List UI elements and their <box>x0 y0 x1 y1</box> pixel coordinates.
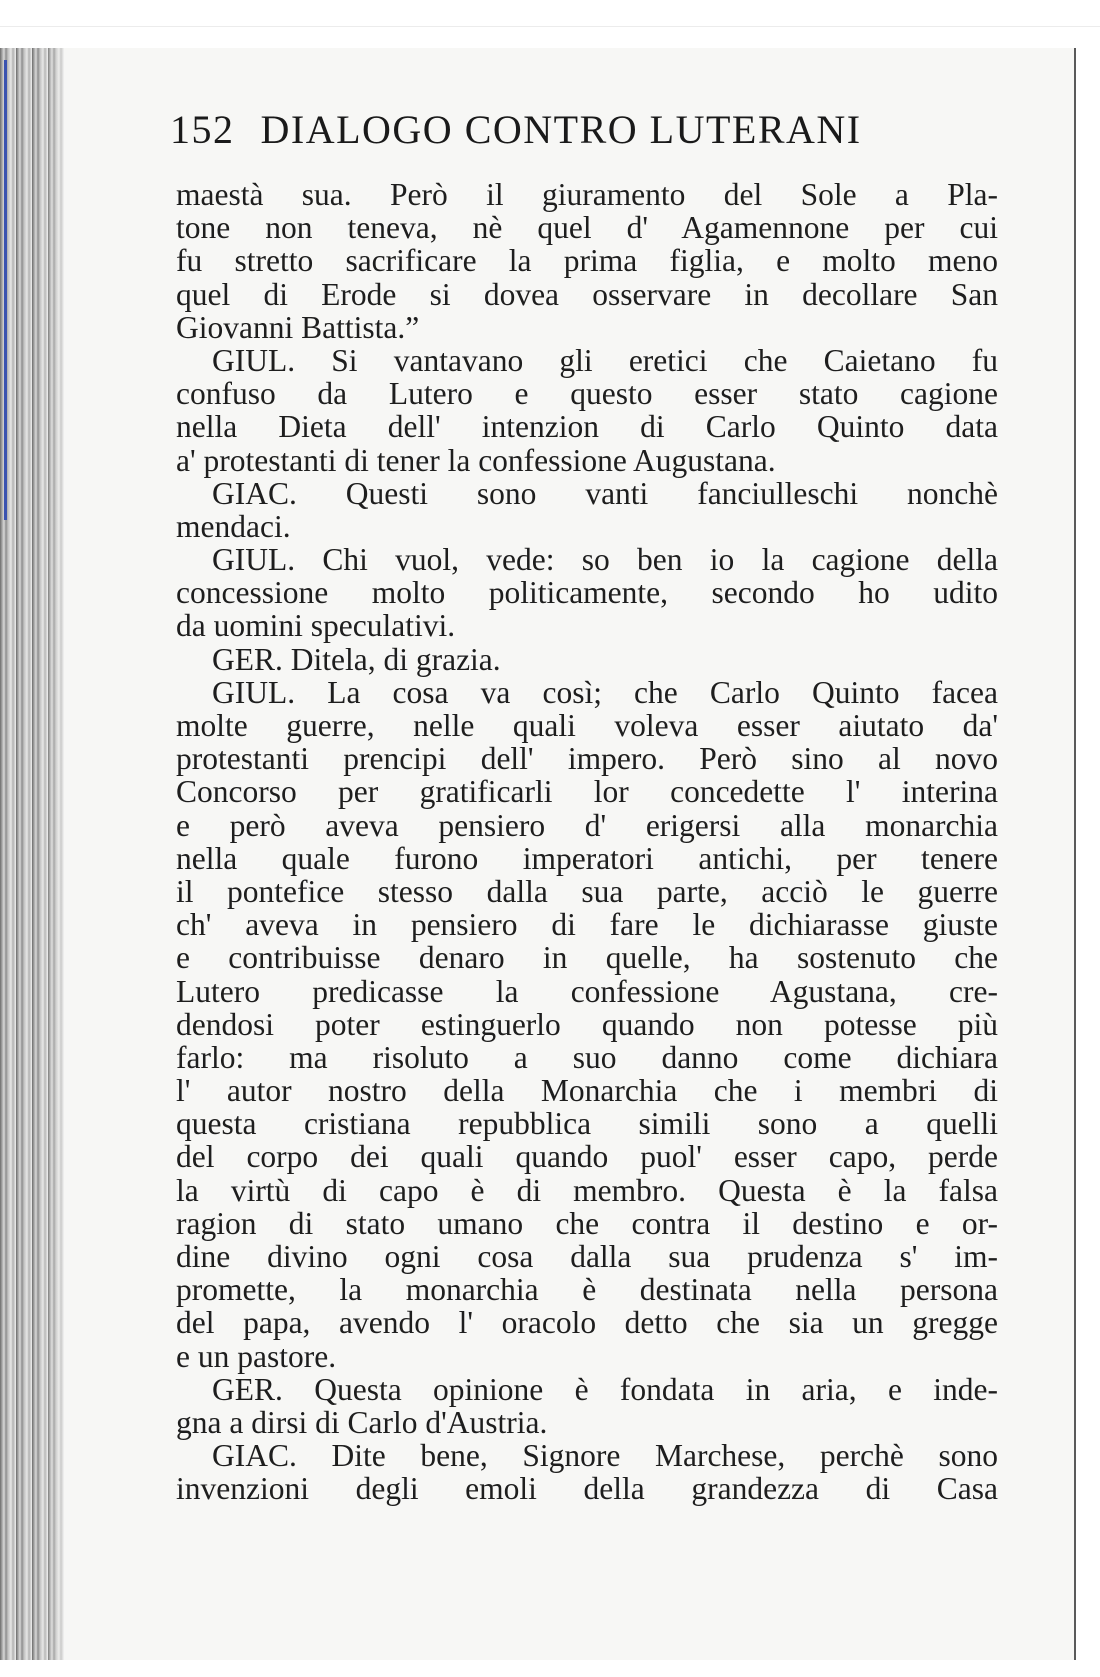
text-line: dendosi poter estinguerlo quando non potesse più <box>176 1006 998 1042</box>
text-line: il pontefice stesso dalla sua parte, acciò le guerre <box>176 873 998 909</box>
scan-border <box>0 26 1100 27</box>
page-edge-fade <box>40 48 100 1660</box>
text-line: a' protestanti di tener la confessione Augustana. <box>176 442 776 478</box>
text-line: farlo: ma risoluto a suo danno come dichiara <box>176 1039 998 1075</box>
text-line: Concorso per gratificarli lor concedette l' interina <box>176 774 998 810</box>
text-line: GIUL. Si vantavano gli eretici che Caietano fu <box>212 342 998 378</box>
text-line: GIAC. Dite bene, Signore Marchese, perchè sono <box>212 1438 998 1474</box>
body-text <box>176 178 998 1506</box>
text-line: GER. Questa opinione è fondata in aria, e inde- <box>212 1371 998 1407</box>
text-line: GER. Ditela, di grazia. <box>212 641 501 677</box>
text-line: da uomini speculativi. <box>176 608 456 644</box>
text-line: nella Dieta dell' intenzion di Carlo Quinto data <box>176 409 998 445</box>
running-title: DIALOGO CONTRO LUTERANI <box>260 107 862 152</box>
text-line: Lutero predicasse la confessione Agustana, cre- <box>176 973 998 1009</box>
text-line: mendaci. <box>176 508 291 544</box>
page-number: 152 <box>170 107 235 152</box>
text-line: concessione molto politicamente, secondo ho udito <box>176 575 998 611</box>
text-line: del corpo dei quali quando puol' esser capo, perde <box>176 1139 998 1175</box>
text-line: confuso da Lutero e questo esser stato cagione <box>176 376 998 412</box>
text-line: ch' aveva in pensiero di fare le dichiarasse giuste <box>176 907 998 943</box>
text-line: la virtù di capo è di membro. Questa è la falsa <box>176 1172 998 1208</box>
text-line: promette, la monarchia è destinata nella persona <box>176 1272 998 1308</box>
text-line: ragion di stato umano che contra il destino e or- <box>176 1205 998 1241</box>
text-line: e contribuisse denaro in quelle, ha sostenuto che <box>176 940 998 976</box>
text-line: l' autor nostro della Monarchia che i membri di <box>176 1073 998 1109</box>
text-line: nella quale furono imperatori antichi, per tenere <box>176 840 998 876</box>
text-line: tone non teneva, nè quel d' Agamennone per cui <box>176 210 998 246</box>
text-line: e un pastore. <box>176 1338 337 1374</box>
text-line: Giovanni Battista.” <box>176 309 420 345</box>
text-line: molte guerre, nelle quali voleva esser aiutato da' <box>176 708 998 743</box>
text-line: dine divino ogni cosa dalla sua prudenza s' im- <box>176 1239 998 1274</box>
text-line: maestà sua. Però il giuramento del Sole a Pla- <box>176 177 998 212</box>
text-line: e però aveva pensiero d' erigersi alla monarchia <box>176 807 998 843</box>
text-line: questa cristiana repubblica simili sono a quelli <box>176 1106 998 1142</box>
text-line: GIUL. La cosa va così; che Carlo Quinto facea <box>212 674 998 710</box>
running-head <box>170 106 862 153</box>
text-line: invenzioni degli emoli della grandezza di Casa <box>176 1471 998 1507</box>
text-line: GIUL. Chi vuol, vede: so ben io la cagione della <box>212 542 998 578</box>
text-line: fu stretto sacrificare la prima figlia, e molto meno <box>176 243 998 279</box>
text-line: gna a dirsi di Carlo d'Austria. <box>176 1404 548 1440</box>
text-line: quel di Erode si dovea osservare in decollare San <box>176 276 998 312</box>
scan-artifact-line <box>4 60 7 520</box>
text-line: del papa, avendo l' oracolo detto che sia un gregge <box>176 1305 998 1341</box>
text-line: protestanti prencipi dell' impero. Però sino al novo <box>176 741 998 777</box>
text-line: GIAC. Questi sono vanti fanciulleschi nonchè <box>212 475 998 511</box>
